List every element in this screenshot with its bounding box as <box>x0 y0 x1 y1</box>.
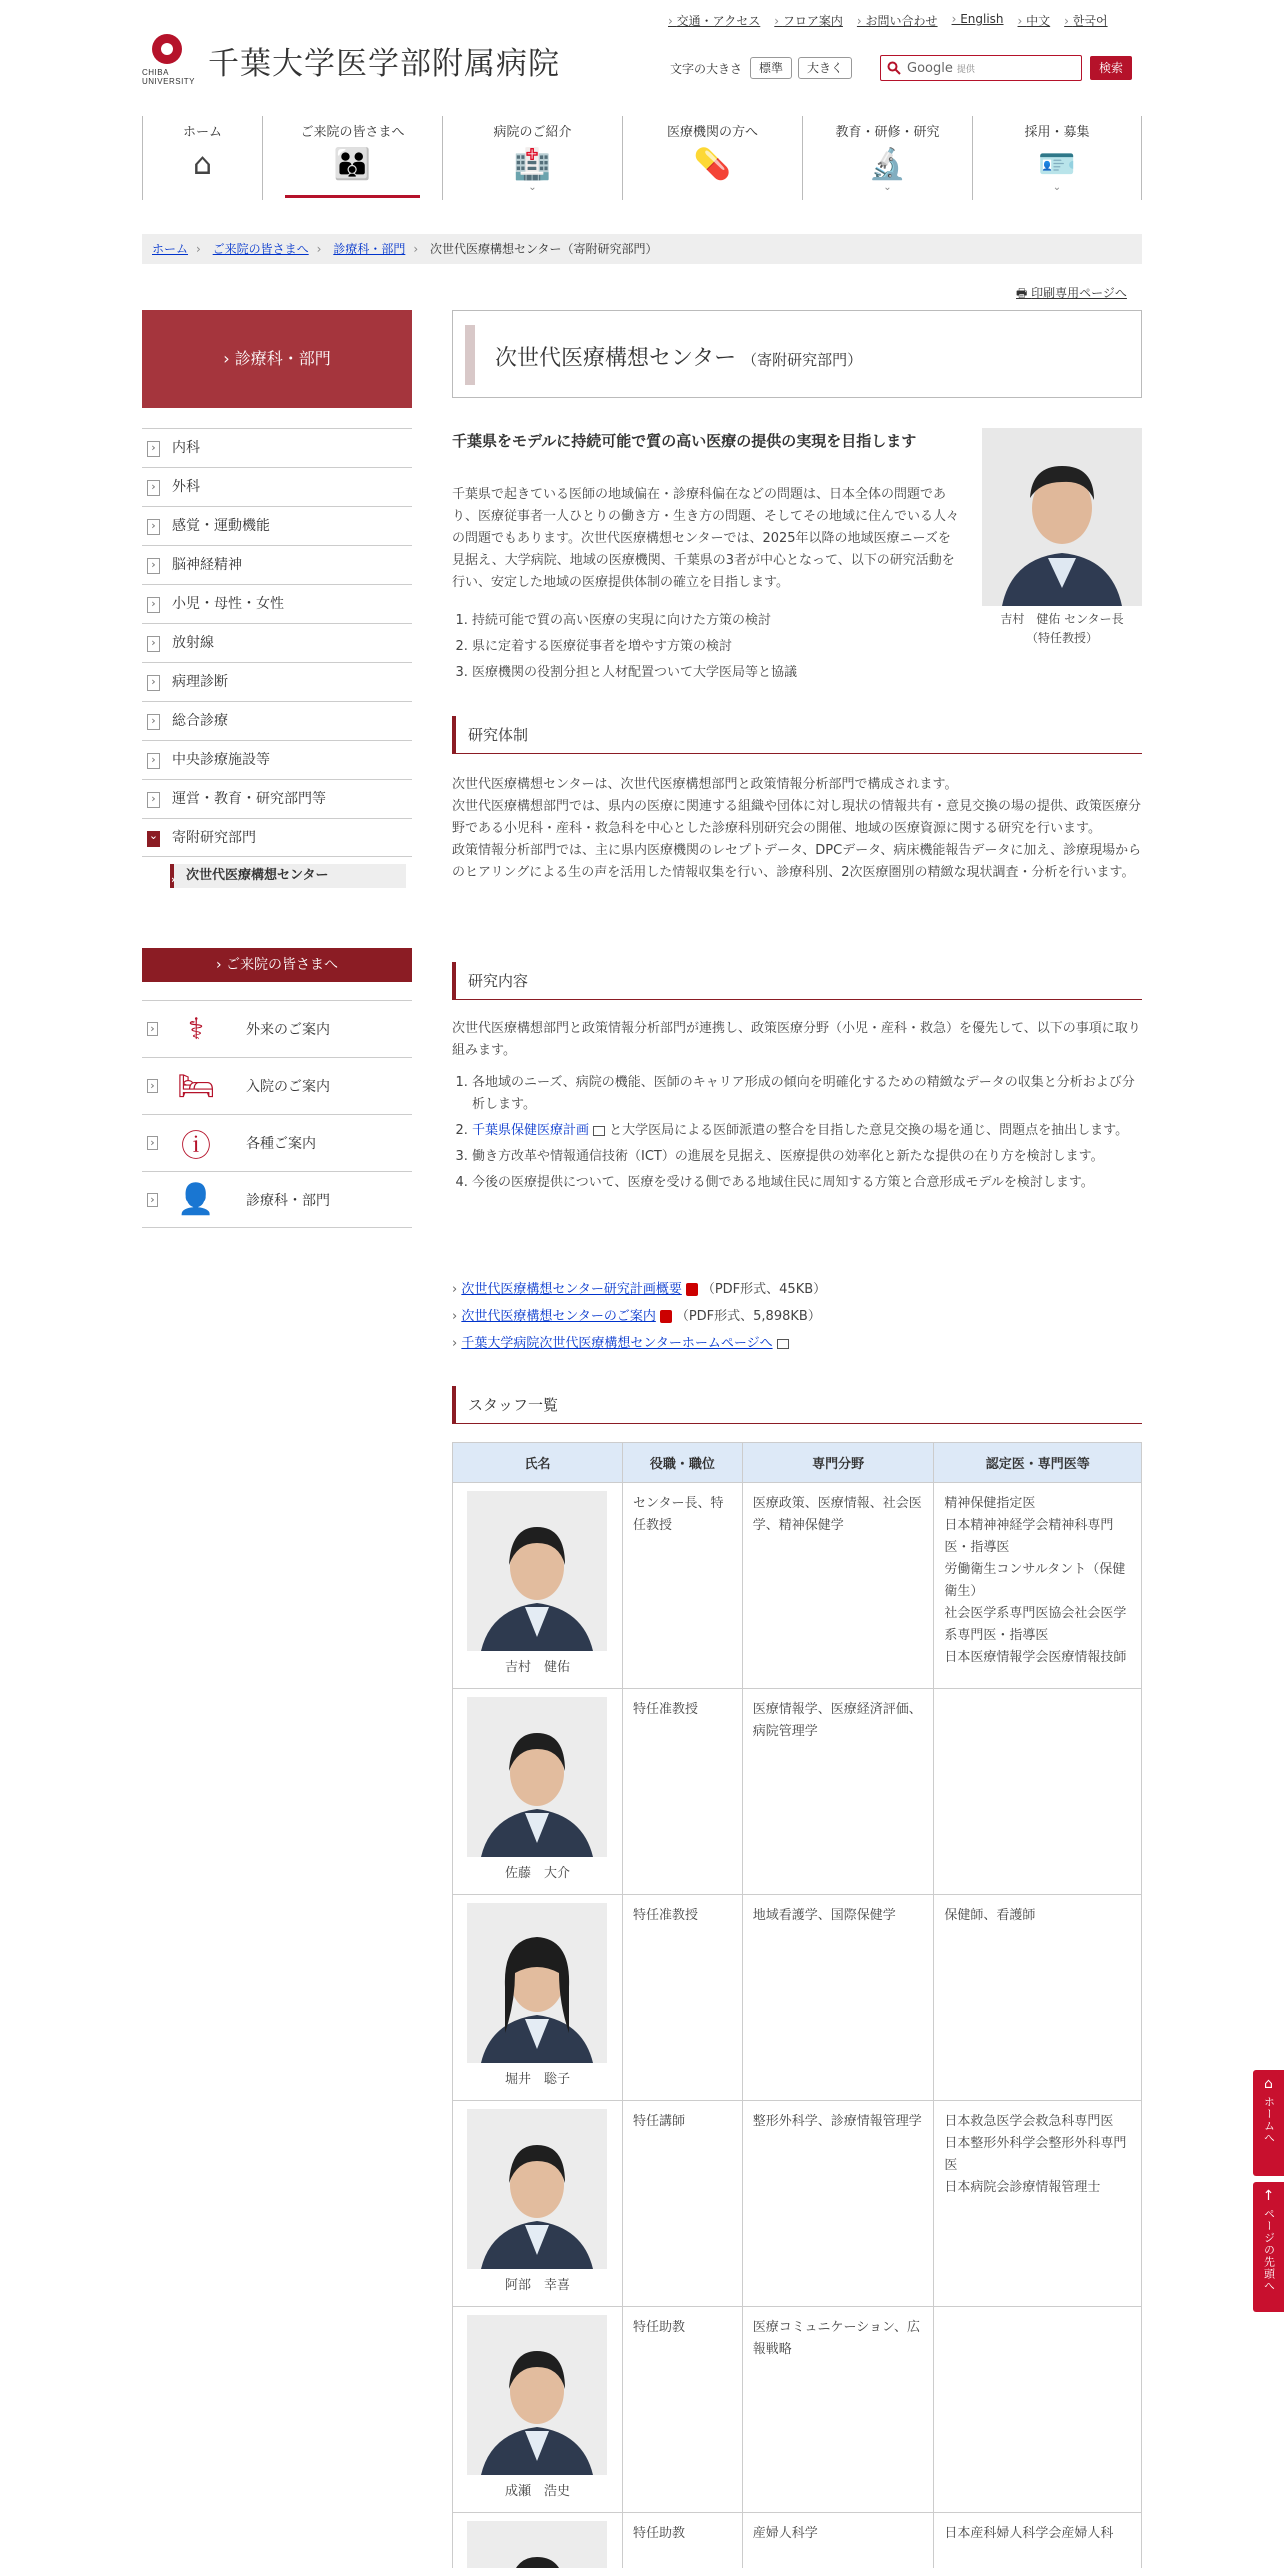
home-icon: ⌂ <box>1264 2076 1273 2092</box>
gnav-recruit[interactable]: 採用・募集 🪪 ⌄ <box>972 116 1142 200</box>
staff-photo <box>467 2315 607 2475</box>
staff-table <box>452 1442 1142 2568</box>
doc-link-homepage[interactable]: 千葉大学病院次世代医療構想センターホームページへ <box>461 1336 773 1351</box>
staff-photo-cell <box>453 2307 623 2513</box>
list-item: 1. 各地域のニーズ、病院の機能、医師のキャリア形成の傾向を明確化するための精緻なデータの収集と分析および分析します。 <box>472 1072 1142 1116</box>
font-large-button[interactable]: 大きく <box>798 57 852 79</box>
col-header-field: 専門分野 <box>742 1443 934 1483</box>
font-size-label: 文字の大きさ <box>670 61 743 76</box>
gnav-visitors[interactable]: ご来院の皆さまへ 👪 <box>262 116 442 200</box>
visitors-menu <box>142 1000 412 1228</box>
section-heading-research: 研究内容 <box>452 962 1142 1000</box>
breadcrumb-visitors[interactable]: ご来院の皆さまへ <box>212 242 309 256</box>
list-item: 2. 県に定着する医療従事者を増やす方策の検討 <box>472 634 972 660</box>
gnav-medical-institutions[interactable]: 医療機関の方へ 💊 <box>622 116 802 200</box>
page-title: 次世代医療構想センター （寄附研究部門） <box>495 346 863 371</box>
sidebar-item-endowed[interactable]: ⌄ 寄附研究部門 <box>142 818 412 857</box>
staff-name: 佐藤 大介 <box>504 1866 570 1881</box>
hospital-icon: 🏥 <box>513 147 552 182</box>
sidebar-item[interactable]: › 内科 <box>142 428 412 467</box>
staff-name: 吉村 健佑 <box>504 1660 570 1675</box>
staff-photo <box>467 1491 607 1651</box>
sidebar-item[interactable]: › 総合診療 <box>142 701 412 740</box>
col-header-cert: 認定医・専門医等 <box>934 1443 1142 1483</box>
pill-icon: 💊 <box>693 147 732 182</box>
search-provider: 提供 <box>956 64 975 75</box>
staff-field: 医療情報学、医療経済評価、病院管理学 <box>742 1689 934 1895</box>
lead-heading: 千葉県をモデルに持続可能で質の高い医療の提供の実現を目指します <box>452 432 917 450</box>
info-icon: ⓘ <box>181 1129 211 1164</box>
section-heading-structure: 研究体制 <box>452 716 1142 754</box>
font-size-tools <box>670 57 858 79</box>
staff-photo <box>467 1903 607 2063</box>
search-brand: Google <box>907 60 953 76</box>
staff-photo <box>467 2109 607 2269</box>
visit-item-inpatient[interactable]: › 🛏 入院のご案内 <box>142 1057 412 1114</box>
staff-photo-cell <box>453 2513 623 2568</box>
sidebar-item[interactable]: › 中央診療施設等 <box>142 740 412 779</box>
list-item: 2. 千葉県保健医療計画 と大学医局による医師派遣の整合を目指した意見交換の場を通じ、問題点を抽出します。 <box>472 1120 1142 1142</box>
staff-cert: 保健師、看護師 <box>934 1895 1142 2101</box>
staff-name: 阿部 幸喜 <box>504 2278 570 2293</box>
float-home-button[interactable]: ⌂ ホームへ <box>1253 2070 1284 2176</box>
col-header-name: 氏名 <box>453 1443 623 1483</box>
gnav-about[interactable]: 病院のご紹介 🏥 ⌄ <box>442 116 622 200</box>
search-icon <box>887 61 901 75</box>
external-link-icon <box>593 1126 605 1136</box>
search-input[interactable] <box>880 55 1082 81</box>
staff-name: 成瀬 浩史 <box>504 2484 570 2499</box>
link-contact[interactable]: › お問い合わせ <box>857 12 938 29</box>
list-item <box>452 1330 826 1357</box>
breadcrumb-departments[interactable]: 診療科・部門 <box>333 242 406 256</box>
sidebar-title[interactable]: › 診療科・部門 <box>142 310 412 408</box>
site-logo[interactable] <box>142 32 582 92</box>
staff-photo <box>467 2521 607 2568</box>
breadcrumb-current: 次世代医療構想センター（寄附研究部門） <box>429 242 658 256</box>
staff-field: 産婦人科学 <box>742 2513 934 2568</box>
sidebar-menu <box>142 428 412 857</box>
table-row <box>453 1895 1142 2101</box>
chiba-university-emblem: CHIBA UNIVERSITY <box>142 32 200 92</box>
gnav-home[interactable]: ホーム ⌂ <box>142 116 262 200</box>
col-header-role: 役職・職位 <box>622 1443 742 1483</box>
table-row <box>453 1689 1142 1895</box>
portrait-caption: 吉村 健佑 センター長 （特任教授） <box>1000 612 1124 645</box>
sidebar-item[interactable]: › 病理診断 <box>142 662 412 701</box>
staff-role: 特任准教授 <box>622 1689 742 1895</box>
table-row <box>453 2101 1142 2307</box>
visitors-menu-title[interactable]: › ご来院の皆さまへ <box>142 948 412 982</box>
stethoscope-icon: ⚕ <box>187 1011 205 1047</box>
staff-cert: 精神保健指定医 日本精神神経学会精神科専門医・指導医 労働衛生コンサルタント（保健衛生） 社会医学系専門医協会社会医学系専門医・指導医 日本医療情報学会医療情報技師 <box>934 1483 1142 1689</box>
sidebar-subitem-current[interactable]: › 次世代医療構想センター <box>170 864 406 888</box>
table-row <box>453 2513 1142 2568</box>
director-portrait <box>982 428 1142 606</box>
research-list <box>472 1072 1142 1198</box>
breadcrumb: ホーム › ご来院の皆さまへ › 診療科・部門 › 次世代医療構想センター（寄附研究部門） <box>142 234 1142 264</box>
link-floor[interactable]: › フロア案内 <box>774 12 843 29</box>
link-english[interactable]: › English <box>952 12 1004 29</box>
intro-text: 千葉県で起きている医師の地域偏在・診療科偏在などの問題は、日本全体の問題であり、医療従事者一人ひとりの働き方・生き方の問題、そしてその地域に住んでいる人々の問題でもあります。次世代医療構想センターでは、2025年以降の地域医療ニーズを見据え、大学病院、地域の医療機関、千葉県の3者が中心となって、以下の研究活動を行い、安定した地域の医療提供体制の確立を目指します。 <box>452 487 960 590</box>
staff-cert: 日本救急医学会救急科専門医 日本整形外科学会整形外科専門医 日本病院会診療情報管理士 <box>934 2101 1142 2307</box>
list-item: › 次世代医療構想センターのご案内 （PDF形式、5,898KB） <box>452 1303 826 1330</box>
staff-cert: 日本産科婦人科学会産婦人科 <box>934 2513 1142 2568</box>
pdf-icon <box>660 1310 672 1323</box>
chevron-down-icon: ⌄ <box>883 182 892 193</box>
visit-item-outpatient[interactable]: › ⚕ 外来のご案内 <box>142 1000 412 1057</box>
breadcrumb-home[interactable]: ホーム <box>152 242 189 256</box>
staff-photo-cell <box>453 1689 623 1895</box>
list-item: 3. 働き方改革や情報通信技術（ICT）の進展を見据え、医療提供の効率化と新たな提供の在り方を検討します。 <box>472 1146 1142 1168</box>
goals-list <box>472 608 972 686</box>
staff-role: 特任助教 <box>622 2307 742 2513</box>
doc-link-guide-pdf[interactable]: 次世代医療構想センターのご案内 <box>461 1309 656 1324</box>
visit-item-departments[interactable]: › 👤 診療科・部門 <box>142 1171 412 1228</box>
table-row <box>453 2307 1142 2513</box>
link-korean[interactable]: › 한국어 <box>1064 12 1107 29</box>
list-item: 4. 今後の医療提供について、医療を受ける側である地域住民に周知する方策と合意形成モデルを検討します。 <box>472 1172 1142 1194</box>
staff-field: 地域看護学、国際保健学 <box>742 1895 934 2101</box>
staff-role: 特任准教授 <box>622 1895 742 2101</box>
printer-icon: 🖶 <box>1016 286 1032 300</box>
print-page-link[interactable]: 🖶 印刷専用ページへ <box>1016 286 1127 300</box>
document-links <box>452 1276 826 1357</box>
research-intro: 次世代医療構想部門と政策情報分析部門が連携し、政策医療分野（小児・産科・救急）を優先して、以下の事項に取り組みます。 <box>452 1021 1141 1058</box>
gnav-education[interactable]: 教育・研修・研究 🔬 ⌄ <box>802 116 972 200</box>
staff-role: センター長、特任教授 <box>622 1483 742 1689</box>
home-icon: ⌂ <box>192 147 213 182</box>
staff-cert <box>934 2307 1142 2513</box>
staff-role: 特任講師 <box>622 2101 742 2307</box>
section-heading-staff: スタッフ一覧 <box>452 1386 1142 1424</box>
chevron-down-icon: ⌄ <box>1052 182 1062 193</box>
staff-photo-cell <box>453 1483 623 1689</box>
staff-field: 医療コミュニケーション、広報戦略 <box>742 2307 934 2513</box>
link-chinese[interactable]: › 中文 <box>1018 12 1051 29</box>
staff-photo-cell <box>453 1895 623 2101</box>
sidebar-item[interactable]: › 運営・教育・研究部門等 <box>142 779 412 818</box>
doc-link-plan-pdf[interactable]: 次世代医療構想センター研究計画概要 <box>461 1282 682 1297</box>
visit-item-info[interactable]: › ⓘ 各種ご案内 <box>142 1114 412 1171</box>
sidebar-item[interactable]: › 脳神経精神 <box>142 545 412 584</box>
bed-icon: 🛏 <box>176 1068 216 1104</box>
sidebar-item[interactable]: › 放射線 <box>142 623 412 662</box>
table-row <box>453 1483 1142 1689</box>
utility-links <box>668 12 1122 29</box>
chevron-down-icon: ⌄ <box>528 182 537 193</box>
search-button[interactable]: 検索 <box>1090 56 1132 80</box>
page-header <box>452 310 1142 398</box>
site-title: 千葉大学医学部附属病院 <box>208 46 560 82</box>
staff-photo-cell <box>453 2101 623 2307</box>
structure-text: 次世代医療構想センターは、次世代医療構想部門と政策情報分析部門で構成されます。 次世代医療構想部門では、県内の医療に関連する組織や団体に対し現状の情報共有・意見交換の場の提供、政策医療分野である小児科・産科・救急科を中心とした診療科別研究会の開催、地域の医療資源に関する研究を行います。 政策情報分析部門では、主に県内医療機関のレセプトデータ、DPCデータ、病床機能報告データに加え、診療現場からのヒアリングによる生の声を活用した情報収集を行い、診療科別、2次医療圏別の精緻な現状調査・分析を行います。 <box>452 777 1142 880</box>
arrow-up-icon: ↑ <box>1262 2188 1275 2204</box>
list-item: 1. 持続可能で質の高い医療の実現に向けた方策の検討 <box>472 608 972 634</box>
staff-photo <box>467 1697 607 1857</box>
plan-link[interactable]: 千葉県保健医療計画 <box>472 1123 590 1138</box>
font-standard-button[interactable]: 標準 <box>750 57 792 79</box>
pdf-icon <box>686 1283 698 1296</box>
family-icon: 👪 <box>333 147 372 182</box>
staff-field: 医療政策、医療情報、社会医学、精神保健学 <box>742 1483 934 1689</box>
link-access[interactable]: › 交通・アクセス <box>668 12 760 29</box>
list-item: › 次世代医療構想センター研究計画概要 （PDF形式、45KB） <box>452 1276 826 1303</box>
id-card-icon: 🪪 <box>1038 147 1076 182</box>
sidebar-item[interactable]: › 外科 <box>142 467 412 506</box>
external-link-icon <box>777 1339 789 1349</box>
doctor-icon: 👤 <box>177 1182 215 1217</box>
staff-cert <box>934 1689 1142 1895</box>
staff-role: 特任助教 <box>622 2513 742 2568</box>
global-nav <box>142 116 1142 200</box>
microscope-icon: 🔬 <box>868 147 907 182</box>
float-pagetop-button[interactable]: ↑ ページの先頭へ <box>1253 2182 1284 2312</box>
staff-name: 堀井 聡子 <box>504 2072 570 2087</box>
sidebar-item[interactable]: › 小児・母性・女性 <box>142 584 412 623</box>
list-item: 3. 医療機関の役割分担と人材配置ついて大学医局等と協議 <box>472 660 972 686</box>
sidebar-item[interactable]: › 感覚・運動機能 <box>142 506 412 545</box>
staff-field: 整形外科学、診療情報管理学 <box>742 2101 934 2307</box>
